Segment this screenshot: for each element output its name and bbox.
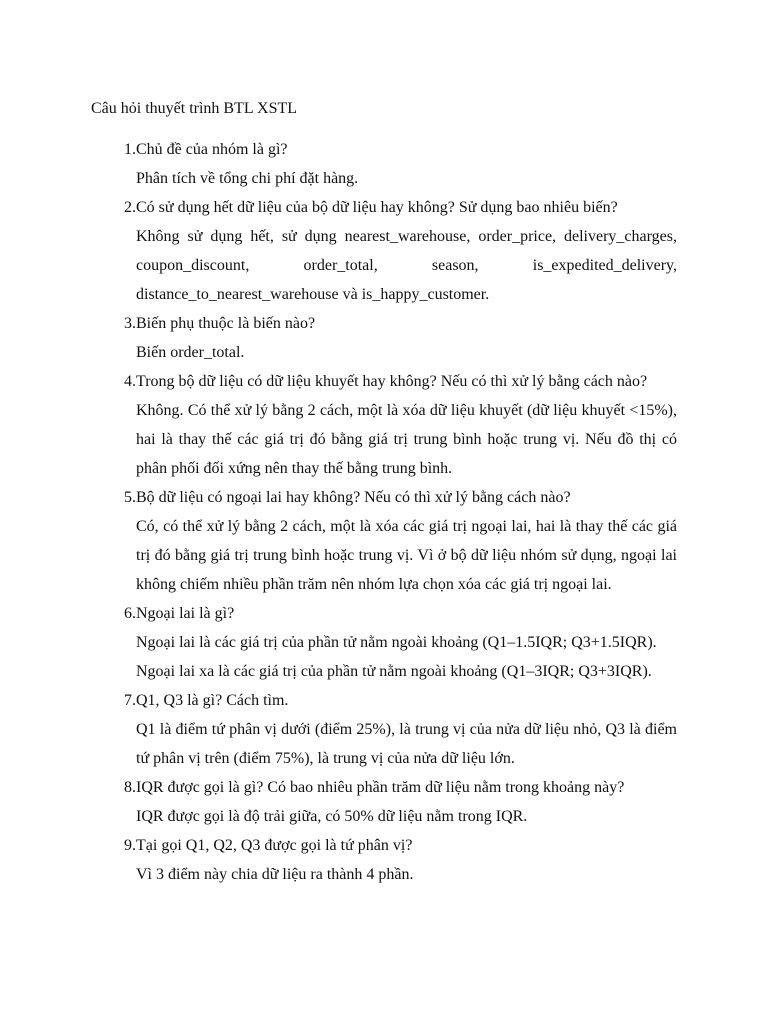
item-number: 3. xyxy=(124,315,136,332)
list-item xyxy=(91,599,677,686)
list-item xyxy=(91,309,677,367)
item-number: 5. xyxy=(124,489,136,506)
list-item xyxy=(91,367,677,483)
list-item xyxy=(91,831,677,889)
item-number: 6. xyxy=(124,605,136,622)
list-item xyxy=(91,135,677,193)
item-number: 9. xyxy=(124,837,136,854)
list-item xyxy=(91,483,677,599)
answer-text: IQR được gọi là độ trải giữa, có 50% dữ liệu nằm trong IQR. xyxy=(136,808,528,825)
item-body xyxy=(136,309,677,367)
list-item xyxy=(91,773,677,831)
question-text: IQR được gọi là gì? Có bao nhiêu phần trăm dữ liệu nằm trong khoảng này? xyxy=(136,779,625,796)
answer-text: Ngoại lai là các giá trị của phần tử nằm ngoài khoảng (Q1–1.5IQR; Q3+1.5IQR). xyxy=(136,634,657,651)
answer-text: Có, có thể xử lý bằng 2 cách, một là xóa các giá trị ngoại lai, hai là thay thế các giá trị đó bằng giá trị trung bình hoặc trung vị. Vì ở bộ dữ liệu nhóm sử dụng, ngoại lai không chiếm nhiều phần trăm nên nhóm lựa chọn xóa các giá trị ngoại lai. xyxy=(136,518,677,593)
item-body xyxy=(136,135,677,193)
answer-text: Biến order_total. xyxy=(136,344,245,361)
question-text: Ngoại lai là gì? xyxy=(136,605,235,622)
item-number: 1. xyxy=(124,141,136,158)
question-text: Bộ dữ liệu có ngoại lai hay không? Nếu có thì xử lý bằng cách nào? xyxy=(136,489,571,506)
item-number: 2. xyxy=(124,199,136,216)
item-number: 4. xyxy=(124,373,136,390)
question-text: Q1, Q3 là gì? Cách tìm. xyxy=(136,692,289,709)
item-body xyxy=(136,686,677,773)
item-body xyxy=(136,367,677,483)
item-number: 8. xyxy=(124,779,136,796)
question-text: Chủ đề của nhóm là gì? xyxy=(136,141,288,158)
answer-text: Vì 3 điểm này chia dữ liệu ra thành 4 phần. xyxy=(136,866,414,883)
question-text: Trong bộ dữ liệu có dữ liệu khuyết hay không? Nếu có thì xử lý bằng cách nào? xyxy=(136,373,648,390)
item-body xyxy=(136,483,677,599)
question-text: Có sử dụng hết dữ liệu của bộ dữ liệu hay không? Sử dụng bao nhiêu biến? xyxy=(136,199,618,216)
item-number: 7. xyxy=(124,692,136,709)
document-title: Câu hỏi thuyết trình BTL XSTL xyxy=(91,100,298,117)
answer-text: Không. Có thể xử lý bằng 2 cách, một là xóa dữ liệu khuyết (dữ liệu khuyết <15%), hai là thay thế các giá trị đó bằng giá trị trung bình hoặc trung vị. Nếu đồ thị có phân phối đối xứng nên thay thế bằng trung bình. xyxy=(136,402,677,477)
question-text: Tại gọi Q1, Q2, Q3 được gọi là tứ phân vị? xyxy=(136,837,413,854)
item-body xyxy=(136,599,677,686)
question-text: Biến phụ thuộc là biến nào? xyxy=(136,315,316,332)
answer-text: Ngoại lai xa là các giá trị của phần tử nằm ngoài khoảng (Q1–3IQR; Q3+3IQR). xyxy=(136,663,652,680)
list-item xyxy=(91,686,677,773)
answer-text: Không sử dụng hết, sử dụng nearest_warehouse, order_price, delivery_charges, coupon_discount, order_total, season, is_expedited_delivery, distance_to_nearest_warehouse và is_happy_customer. xyxy=(136,228,677,303)
answer-text: Phân tích về tổng chi phí đặt hàng. xyxy=(136,170,359,187)
question-list xyxy=(91,135,677,889)
list-item xyxy=(91,193,677,309)
item-body xyxy=(136,773,677,831)
answer-text: Q1 là điểm tứ phân vị dưới (điểm 25%), là trung vị của nửa dữ liệu nhỏ, Q3 là điểm tứ phân vị trên (điểm 75%), là trung vị của nửa dữ liệu lớn. xyxy=(136,721,677,767)
item-body xyxy=(136,193,677,309)
item-body xyxy=(136,831,677,889)
